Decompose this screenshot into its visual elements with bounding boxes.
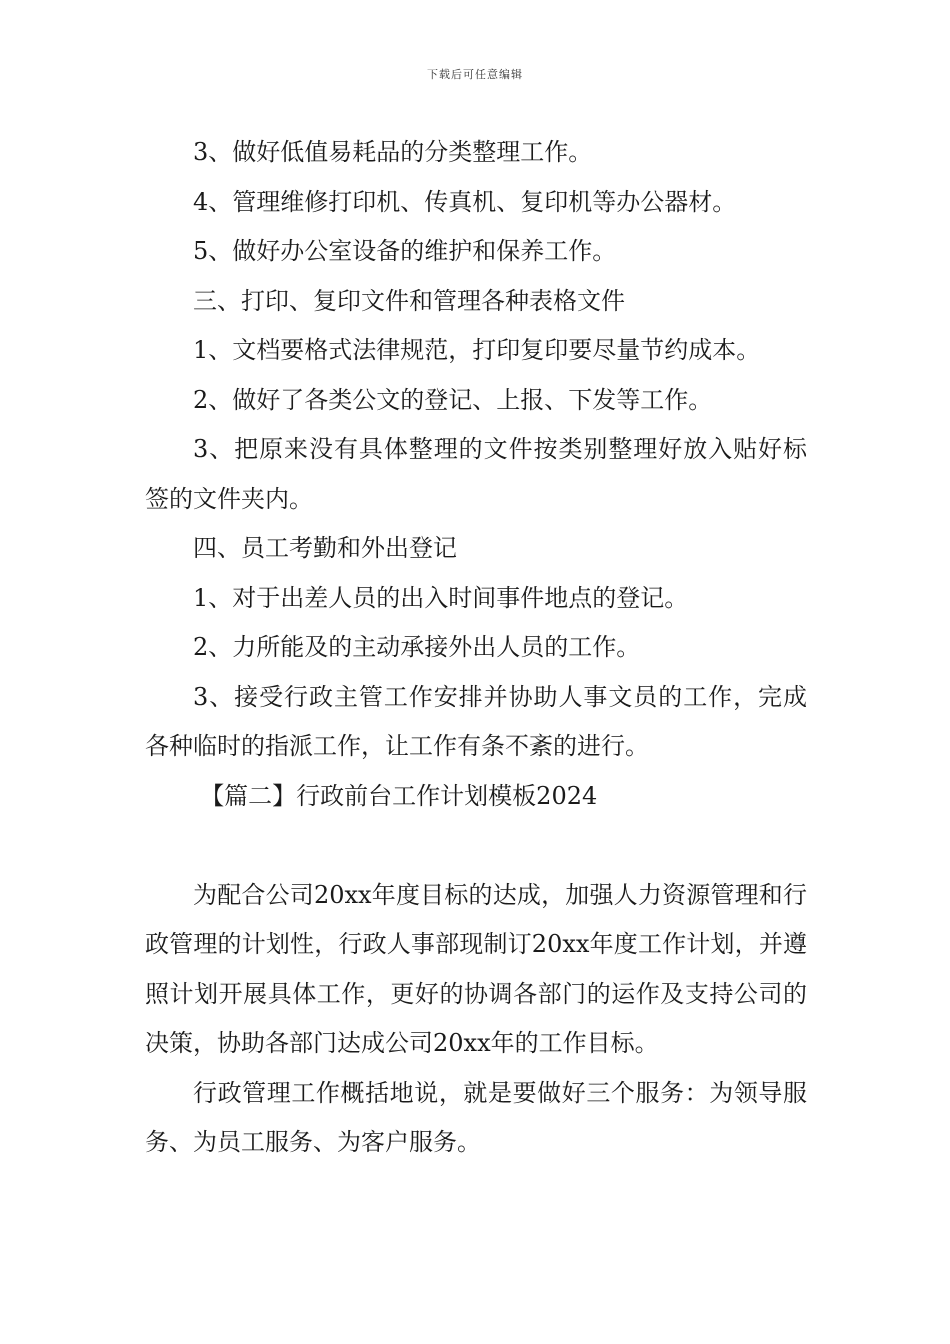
- paragraph-annual-plan-intro: 为配合公司20xx年度目标的达成，加强人力资源管理和行政管理的计划性，行政人事部现制订20xx年度工作计划，并遵照计划开展具体工作，更好的协调各部门的运作及支持公司的决策，协助各部门达成公司20xx年的工作目标。: [145, 880, 807, 1057]
- page-header-note: 下载后可任意编辑: [427, 68, 523, 81]
- paragraph-item-4-office-equipment: 4、管理维修打印机、传真机、复印机等办公器材。: [193, 187, 737, 216]
- paragraph-item-3-file-organizing: 3、把原来没有具体整理的文件按类别整理好放入贴好标签的文件夹内。: [145, 435, 807, 513]
- paragraph-item-3-supervisor-tasks: 3、接受行政主管工作安排并协助人事文员的工作，完成各种临时的指派工作，让工作有条不紊的进行。: [145, 682, 807, 760]
- section-heading-3: 三、打印、复印文件和管理各种表格文件: [193, 286, 625, 315]
- paragraph-three-services: 行政管理工作概括地说，就是要做好三个服务：为领导服务、为员工服务、为客户服务。: [145, 1078, 807, 1156]
- paragraph-item-5-equipment-maintenance: 5、做好办公室设备的维护和保养工作。: [193, 237, 617, 265]
- section-heading-4: 四、员工考勤和外出登记: [193, 534, 457, 562]
- paragraph-item-1-travel-registration: 1、对于出差人员的出入时间事件地点的登记。: [193, 583, 689, 612]
- paragraph-item-3-low-value-goods: 3、做好低值易耗品的分类整理工作。: [193, 138, 593, 166]
- paragraph-item-2-official-documents: 2、做好了各类公文的登记、上报、下发等工作。: [193, 385, 713, 414]
- part-two-title: 【篇二】行政前台工作计划模板2024: [200, 781, 598, 810]
- paragraph-item-1-document-format: 1、文档要格式法律规范，打印复印要尽量节约成本。: [193, 336, 761, 364]
- document-body: [145, 128, 807, 1168]
- blank-line: [145, 821, 807, 871]
- paragraph-item-2-outside-staff-work: 2、力所能及的主动承接外出人员的工作。: [193, 633, 641, 661]
